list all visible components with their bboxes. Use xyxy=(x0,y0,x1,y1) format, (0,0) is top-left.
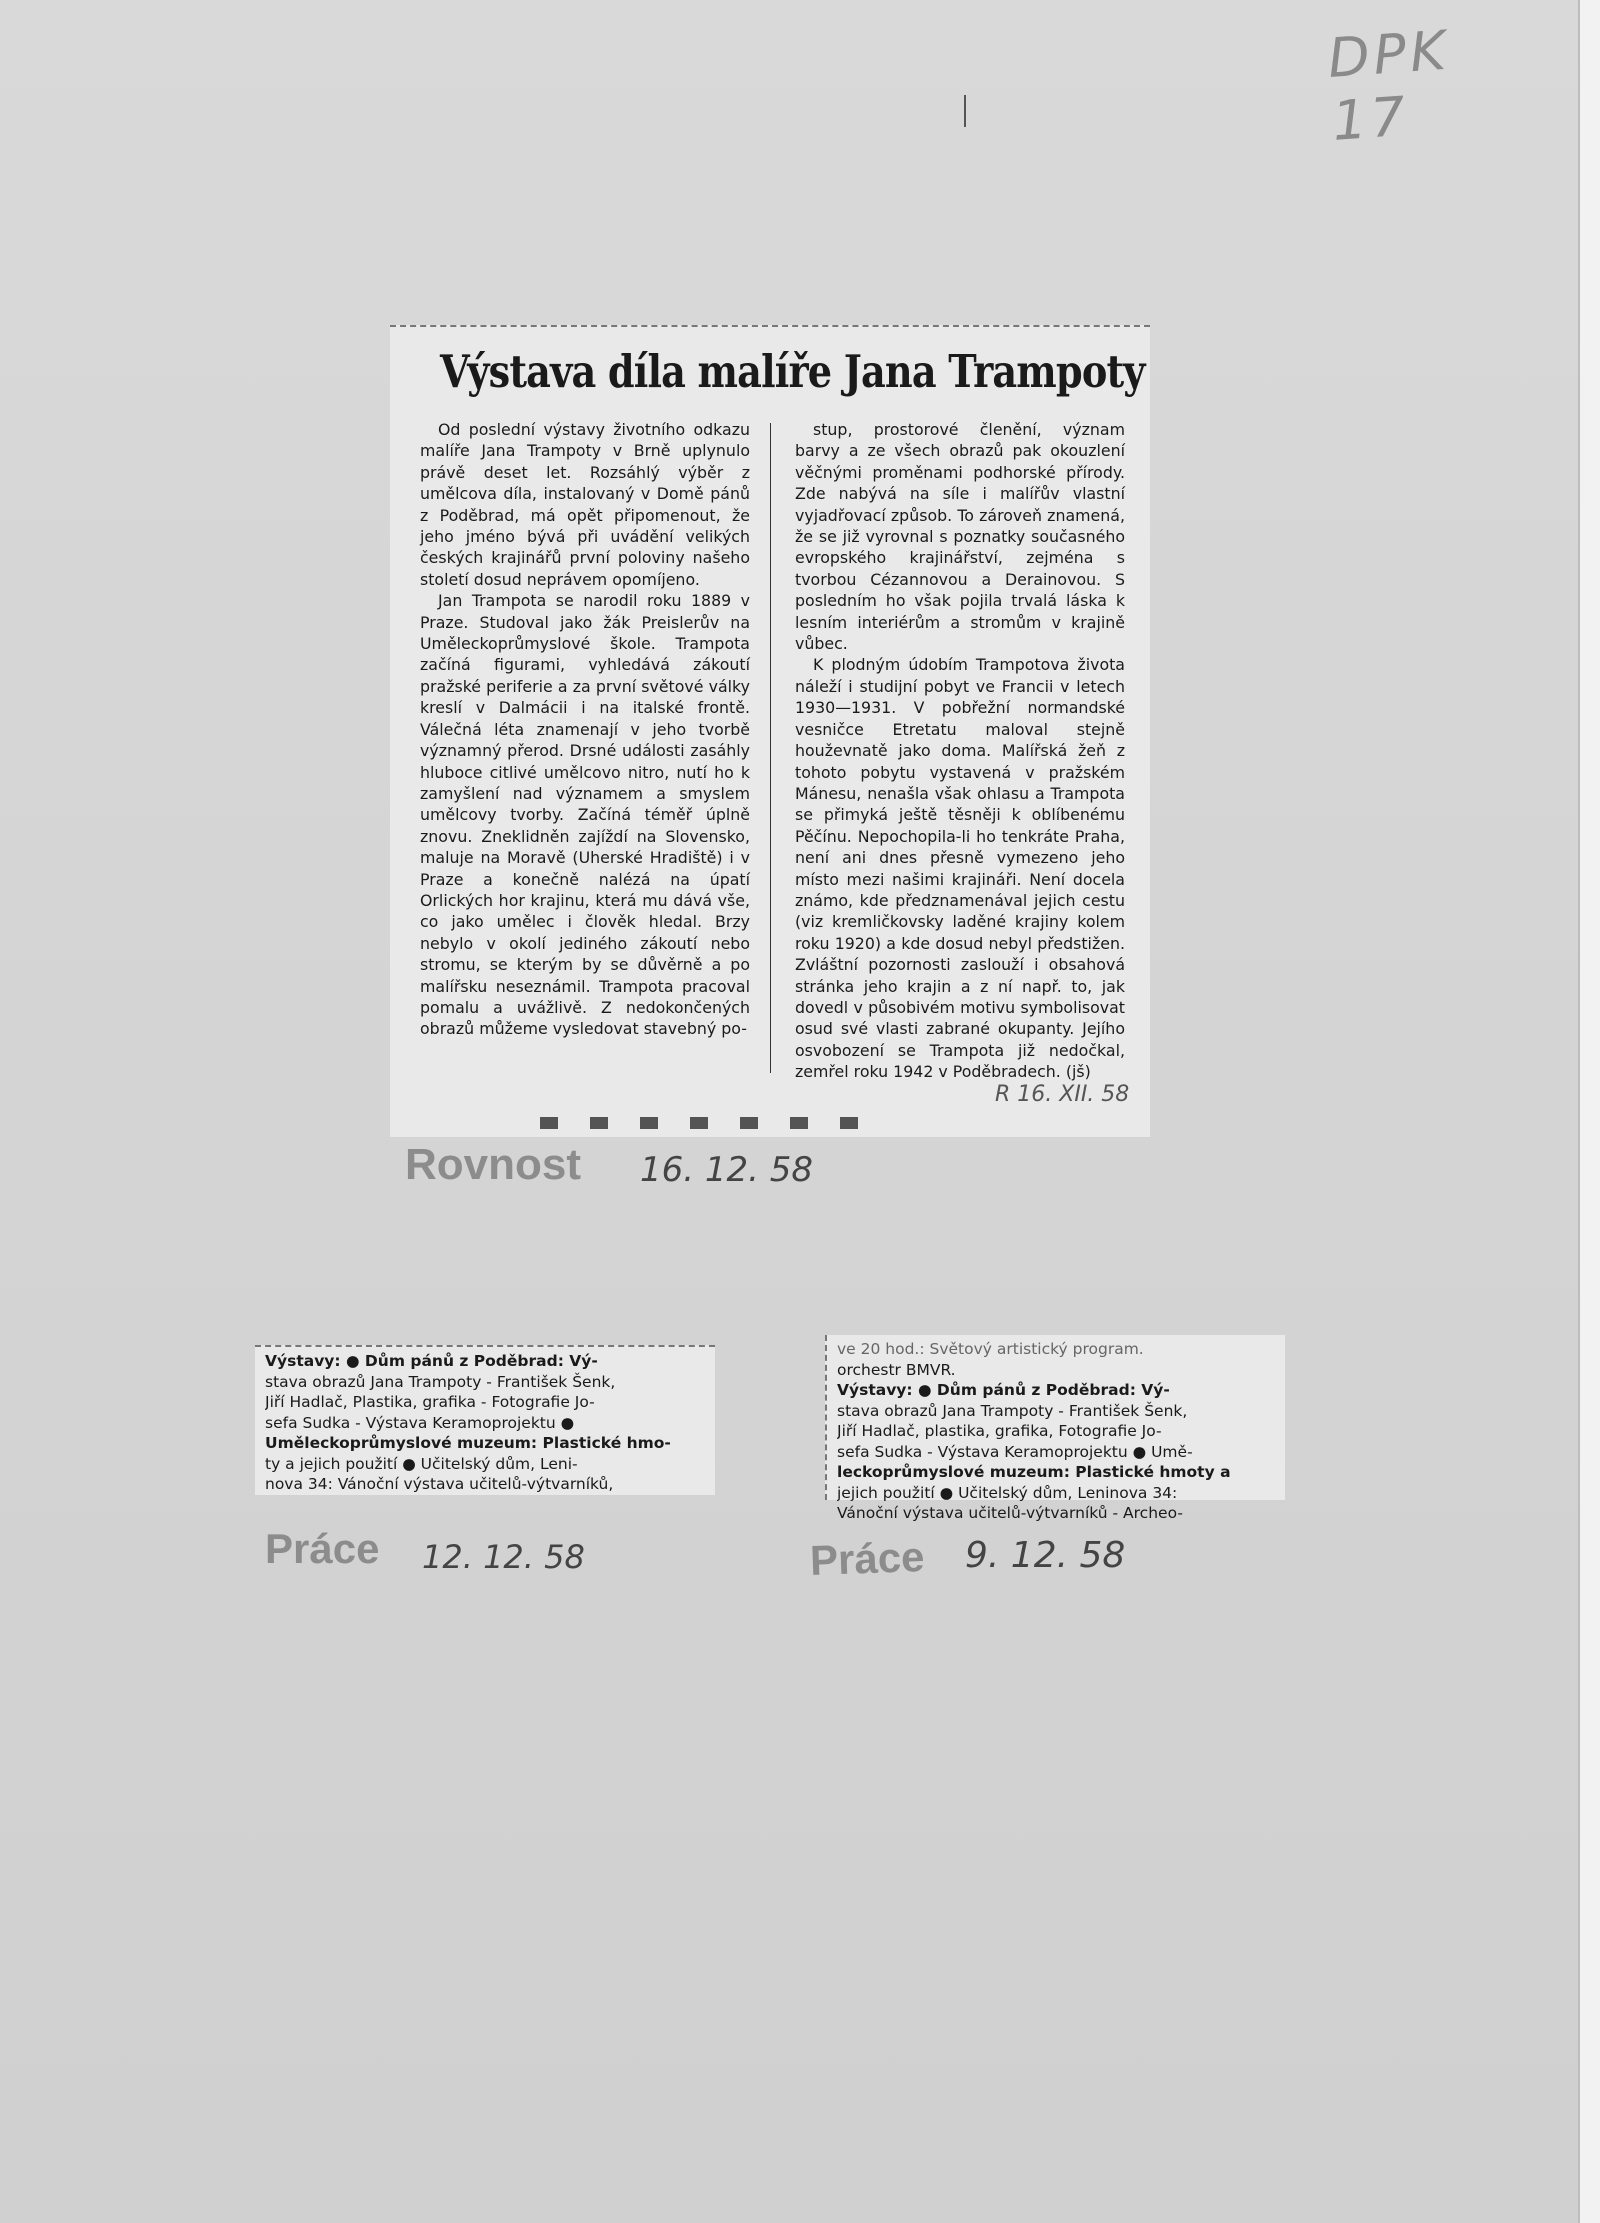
cut-off-text-remnant xyxy=(540,1117,870,1129)
clipping-headline: Výstava díla malíře Jana Trampoty xyxy=(440,345,1145,398)
clipping-line: sefa Sudka - Výstava Keramoprojektu ● xyxy=(265,1413,575,1432)
clipping-line: Výstavy: ● Dům pánů z Poděbrad: Vý- xyxy=(837,1381,1170,1399)
clipping-line: Uměleckoprůmyslové muzeum: Plastické hmo- xyxy=(265,1434,671,1452)
newspaper-stamp-rovnost: Rovnost xyxy=(405,1140,581,1189)
handwritten-date: 9. 12. 58 xyxy=(965,1535,1126,1576)
clipping-left-column xyxy=(420,419,750,1040)
clipping-line: Vánoční výstava učitelů-výtvarníků - Archeo- xyxy=(837,1504,1183,1522)
clipping-line: Jiří Hadlač, plastika, grafika, Fotografie Jo- xyxy=(837,1422,1162,1440)
clipping-line: stava obrazů Jana Trampoty - František Šenk, xyxy=(265,1372,616,1391)
clipping-line: orchestr BMVR. xyxy=(837,1360,956,1379)
small-clipping-left xyxy=(255,1345,715,1495)
article-paragraph: Od poslední výstavy životního odkazu malíře Jana Trampoty v Brně uplynulo právě deset let. Rozsáhlý výběr z umělcova díla, instalovaný v Domě pánů z Poděbrad, má opět připomenout, že jeho jméno bývá při uvádění velikých českých krajinářů první poloviny našeho století dosud neprávem opomíjeno. xyxy=(420,420,750,589)
clipping-line: Jiří Hadlač, Plastika, grafika - Fotografie Jo- xyxy=(265,1393,595,1411)
handwritten-date: 16. 12. 58 xyxy=(640,1150,814,1190)
column-divider xyxy=(770,423,771,1073)
handwritten-date: 12. 12. 58 xyxy=(422,1538,585,1576)
article-paragraph: K plodným údobím Trampotova života náleží i studijní pobyt ve Francii v letech 1930—1931. V pobřežní normandské vesničce Etretatu maloval stejně houževnatě jako doma. Malířská žeň z tohoto pobytu vystavená v pražském Mánesu, nenašla však ohlasu a Trampota se přimyká ještě těsněji k oblíbenému Pěčínu. Nepochopila-li ho tenkráte Praha, není ani dnes přesně vymezeno jeho místo mezi našimi krajináři. Není docela známo, kde předznamenával jejich cestu (viz kremličkovsky laděné krajiny kolem roku 1920) a kde dosud nebyl předstižen. Zvláštní pozornosti zaslouží i obsahová stránka jeho krajin a z ní např. to, jak dovedl v působivém motivu symbolisovat osud své vlasti zabrané okupanty. Jejího osvobození se Trampota již nedočkal, zemřel roku 1942 v Poděbradech. (jš) xyxy=(795,655,1125,1082)
clipping-line: ve 20 hod.: Světový artistický program. xyxy=(837,1340,1144,1358)
clipping-right-column xyxy=(795,419,1125,1083)
clipping-line: stava obrazů Jana Trampoty - František Šenk, xyxy=(837,1401,1188,1420)
pencil-mark xyxy=(964,95,966,127)
newspaper-stamp-prace: Práce xyxy=(809,1533,926,1584)
article-paragraph: Jan Trampota se narodil roku 1889 v Praze. Studoval jako žák Preislerův na Uměleckoprůmyslové škole. Trampota začíná figurami, vyhledává zákoutí pražské periferie a za první světové války kreslí v Dalmácii i na italské frontě. Válečná léta znamenají v jeho tvorbě významný přerod. Drsné události zasáhly hluboce citlivé umělcovo nitro, nutí ho k zamyšlení nad významem a smyslem umělcovy tvorby. Začíná téměř úplně znovu. Zneklidněn zajíždí na Slovensko, maluje na Moravě (Uherské Hradiště) i v Praze a konečně nalézá na úpatí Orlických hor krajinu, která mu dává vše, co jako umělec i člověk hledal. Brzy nebylo v okolí jediného zákoutí nebo stromu, se kterým by se důvěrně a po malířsku neseznámil. Trampota pracoval pomalu a uvážlivě. Z nedokončených obrazů můžeme vysledovat stavebný po- xyxy=(420,591,750,1039)
clipping-line: Výstavy: ● Dům pánů z Poděbrad: Vý- xyxy=(265,1352,598,1370)
handwritten-date: R 16. XII. 58 xyxy=(995,1082,1130,1107)
clipping-line: sefa Sudka - Výstava Keramoprojektu ● Umě- xyxy=(837,1442,1193,1461)
clipping-line: jejich použití ● Učitelský dům, Leninova 34: xyxy=(837,1483,1178,1502)
clipping-line: nova 34: Vánoční výstava učitelů-výtvarníků, xyxy=(265,1475,614,1493)
article-paragraph: stup, prostorové členění, význam barvy a ze všech obrazů pak okouzlení věčnými proměnami podhorské přírody. Zde nabývá na síle i malířův vlastní vyjadřovací způsob. To zároveň znamená, že se již vyrovnal s poznatky současného evropského krajinářství, zejména s tvorbou Cézannovou a Derainovou. S posledním ho však pojila trvalá láska k lesním interiérům a stromům v krajině vůbec. xyxy=(795,420,1125,654)
corner-annotation: DPK 17 xyxy=(1325,18,1452,153)
sheet-edge xyxy=(1578,0,1600,2223)
small-clipping-right xyxy=(825,1335,1285,1522)
newspaper-stamp-prace: Práce xyxy=(265,1525,380,1572)
main-clipping xyxy=(390,325,1150,1137)
clipping-line: leckoprůmyslové muzeum: Plastické hmoty a xyxy=(837,1463,1231,1481)
clipping-line: ty a jejich použití ● Učitelský dům, Leni- xyxy=(265,1454,578,1473)
